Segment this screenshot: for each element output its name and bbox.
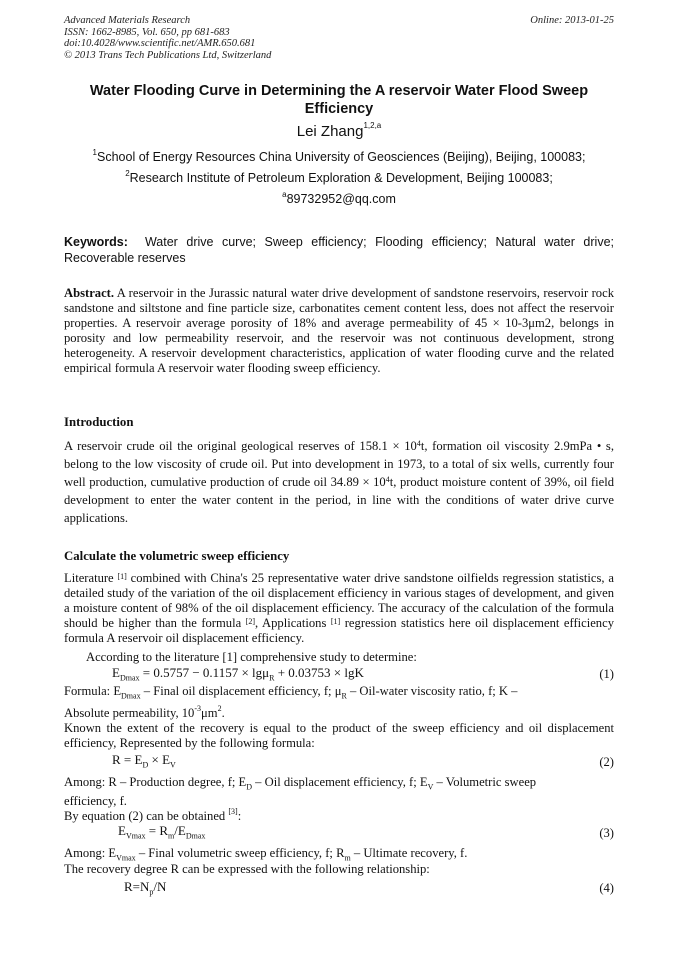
copyright: © 2013 Trans Tech Publications Ltd, Switzerland — [64, 49, 272, 61]
equation-2-among: Among: R – Production degree, f; $E_D$ – Oil displacement efficiency, f; $E_V$ – Volumetric sweep — [64, 775, 537, 792]
equation-1: $E_{Dmax} = 0.5757 - 0.1157 \times \lg\mu_R + 0.03753 \times \lg K$ — [112, 665, 364, 683]
author-name: Lei Zhang — [296, 123, 364, 140]
efficiency-f: efficiency, f. — [64, 794, 127, 808]
section-heading-sweep: Calculate the volumetric sweep efficiency — [64, 549, 290, 563]
recovery-relationship: The recovery degree R can be expressed with the following relationship: — [64, 862, 430, 876]
by-equation-line: By equation (2) can be obtained [3]: — [64, 807, 242, 823]
equation-3-among: Among: $E_{Vmax}$ – Final volumetric sweep efficiency, f; $R_m$ – Ultimate recovery, f. — [64, 846, 468, 863]
literature-line: According to the literature [1] comprehensive study to determine: — [86, 650, 417, 664]
online-date: Online: 2013-01-25 — [530, 15, 614, 26]
doi: doi:10.4028/www.scientific.net/AMR.650.681 — [64, 38, 256, 49]
equation-1-number: (1) — [599, 667, 614, 681]
keywords — [64, 234, 614, 266]
equation-4-number: (4) — [599, 881, 614, 895]
recovery-statement: Known the extent of the recovery is equal to the product of the sweep efficiency and oil displacement efficiency, Represented by the following formula: — [64, 721, 614, 750]
affiliation-2: $^2$Research Institute of Petroleum Exploration & Development, Beijing 100083; — [125, 169, 553, 185]
introduction-heading: Introduction — [64, 415, 134, 429]
abstract-label: Abstract. — [64, 286, 115, 300]
abstract-text: A reservoir in the Jurassic natural water drive development of sandstone reservoirs, reservoir rock sandstone and siltstone and fine particle size, carbonatites cement content less, does not affect the reservoir properties. A reservoir average porosity of 18% and average permeability of 45 × 10-3μm2, belongs in porosity and low permeability reservoir, and the reservoir was not continuous development, strong heterogeneity. A reservoir development characteristics, application of water flooding curve and the related empirical formula A reservoir water flooding sweep efficiency. — [64, 286, 614, 375]
journal-header — [64, 15, 271, 61]
absolute-permeability: Absolute permeability, $10^{-3}\mu m^2$. — [64, 704, 225, 720]
keywords-text: Water drive curve; Sweep efficiency; Flooding efficiency; Natural water drive; Recoverable reserves — [64, 235, 614, 265]
equation-2-number: (2) — [599, 755, 614, 769]
affiliation-1: $^1$School of Energy Resources China University of Geosciences (Beijing), Beijing, 100083; — [92, 148, 586, 164]
section-paragraph: Literature [1] combined with China's 25 representative water drive sandstone oilfields regression statistics, a detailed study of the variation of the oil displacement efficiency in various stages of development, and given a moisture content of 98% of the oil displacement efficiency. The accuracy of the calculation of the formula should be higher than the formula [2], Applications [1] regression statistics here oil displacement efficiency formula A reservoir oil displacement efficiency. — [64, 571, 614, 645]
issn: ISSN: 1662-8985, Vol. 650, pp 681-683 — [64, 26, 230, 38]
author-marks: 1,2,a — [363, 121, 382, 130]
author — [64, 123, 614, 140]
formula-definition: Formula: $E_{Dmax}$ – Final oil displacement efficiency, f; $\mu_R$ – Oil-water viscosity ratio, f; K – — [64, 684, 518, 701]
equation-4: $R=N_p/N$ — [124, 879, 167, 897]
journal-name: Advanced Materials Research — [64, 15, 191, 26]
equation-3-number: (3) — [599, 826, 614, 840]
author-email: $^a$89732952@qq.com — [282, 190, 396, 206]
equation-2: $R = E_D \times E_V$ — [112, 752, 176, 770]
abstract — [64, 286, 614, 376]
keywords-label: Keywords: — [64, 235, 128, 249]
equation-3: $E_{Vmax} = R_m/E_{Dmax}$ — [118, 823, 206, 841]
paper-title: Water Flooding Curve in Determining the A reservoir Water Flood Sweep Efficiency — [89, 83, 589, 117]
introduction-text: A reservoir crude oil the original geological reserves of $158.1 \times 10^4t$, formation oil viscosity 2.9mPa • s, belong to the low viscosity of crude oil. Put into development in 1973, to a total of six wells, currently four well production, cumulative production of crude oil $34.89 \times 10^4t$, product moisture content of 39%, oil field development to enter the water content in the period, in line with the conditions of water drive curve applications. — [64, 439, 614, 525]
